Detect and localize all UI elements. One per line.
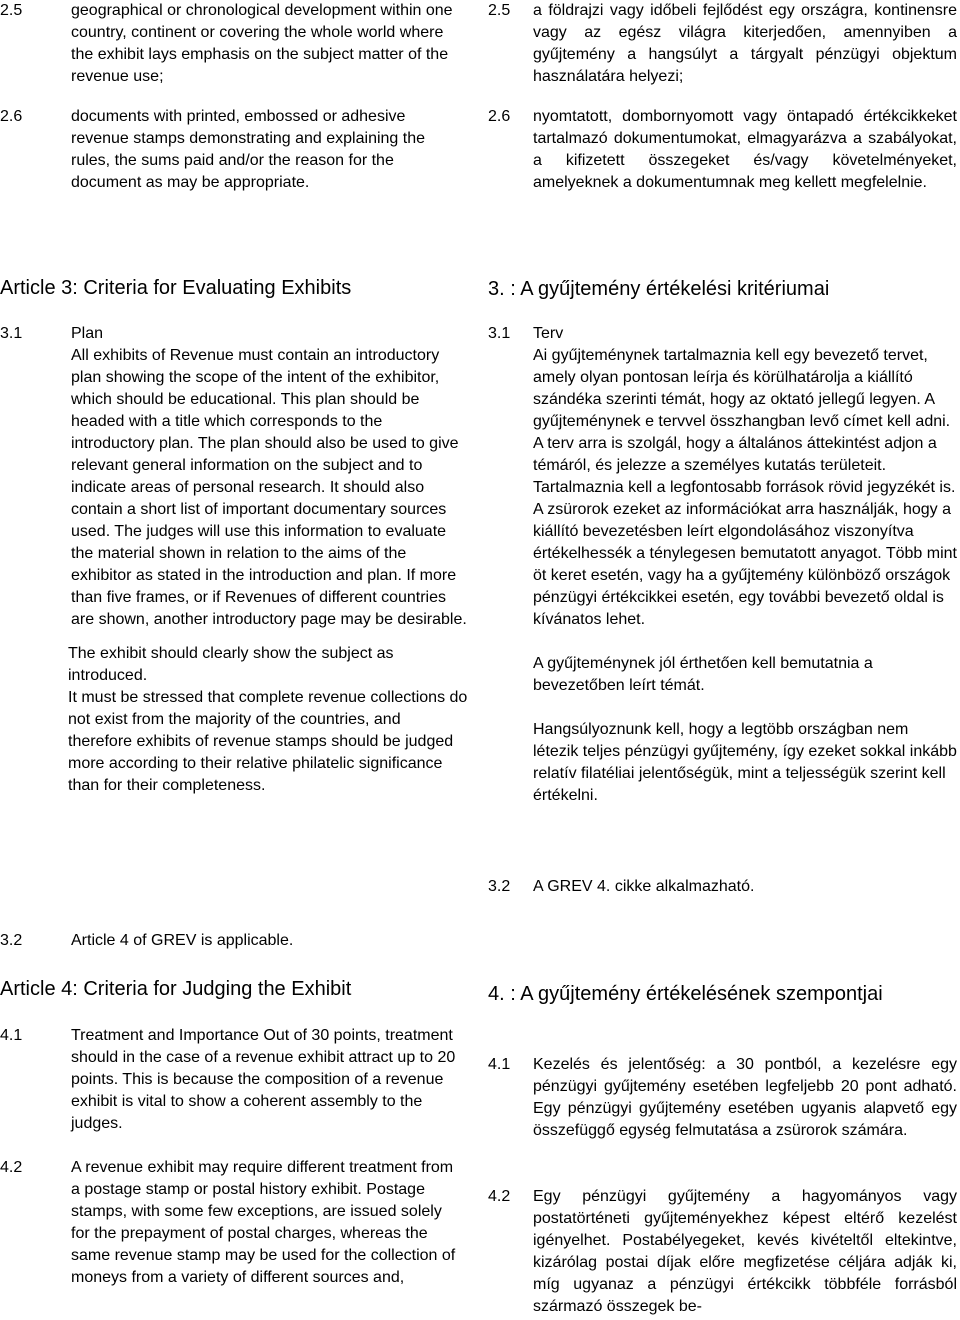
section-body (533, 323, 957, 807)
section-text: Treatment and Importance Out of 30 points, treatment should in the case of a revenue exhibit attract up to 20 points. This is because the composition of a revenue exhibit is vital to show a coherent assembly to the judges. (71, 1027, 456, 1132)
en-section-3-2 (0, 930, 470, 954)
hu-section-2-6 (488, 106, 958, 218)
en-section-4-2 (0, 1157, 470, 1317)
section-number: 2.5 (0, 2, 23, 19)
paragraph: A gyűjteménynek jól érthetően kell bemutatnia a bevezetőben leírt témát. (533, 655, 873, 694)
hu-section-3-1 (488, 323, 958, 863)
en-section-4-1 (0, 1025, 470, 1137)
paragraph: It must be stressed that complete revenue collections do not exist from the majority of the countries, and therefore exhibits of revenue stamps should be judged more according to their relative philatelic significance than for their completeness. (68, 689, 468, 794)
section-number: 2.6 (0, 108, 23, 125)
section-number: 2.5 (488, 2, 511, 19)
section-title: Terv (533, 325, 564, 342)
section-number: 4.1 (0, 1027, 23, 1044)
section-number: 3.2 (488, 878, 511, 895)
section-number: 3.1 (0, 325, 23, 342)
section-text: A revenue exhibit may require different treatment from a postage stamp or postal history exhibit. Postage stamps, with some few exceptions, are issued solely for the prepayment of postal charges, whereas the same revenue stamp may be used for the collection of moneys from a variety of different sources and, (71, 1159, 456, 1286)
hu-section-2-5 (488, 0, 958, 88)
section-number: 4.2 (488, 1188, 511, 1205)
section-text: A GREV 4. cikke alkalmazható. (533, 878, 755, 895)
section-number: 3.2 (0, 932, 23, 949)
section-title: Plan (71, 325, 104, 342)
section-number: 4.2 (0, 1159, 23, 1176)
paragraph: The exhibit should clearly show the subject as introduced. (68, 645, 394, 684)
en-section-2-6 (0, 106, 460, 218)
paragraph: All exhibits of Revenue must contain an introductory plan showing the scope of the intent of the exhibitor, which should be educational. This plan should be headed with a title which corresponds to the introductory plan. The plan should also be used to give relevant general information on the subject and to indicate areas of personal research. It should also contain a short list of important documentary sources used. The judges will use this information to evaluate the material shown in relation to the aims of the exhibitor as stated in the introduction and plan. If more than five frames, or if Revenues of different countries are shown, another introductory page may be desirable. (71, 347, 467, 628)
paragraph: Ai gyűjteménynek tartalmaznia kell egy bevezető tervet, amely olyan pontosan leírja és körülhatárolja a kiállító szándéka szerinti témát, hogy az oktató jellegű legyen. A gyűjteménynek e tervvel összhangban levő címet kell adni. A terv arra is szolgál, hogy a általános áttekintést adjon a témáról, és jelezze a személyes kutatás területeit. Tartalmaznia kell a legfontosabb források rövid jegyzékét is. A zsürorok ezeket az információkat arra használják, hogy a kiállító bevezetésben leírt elgondolásához viszonyítva értékelhessék a ténylegesen bemutatott anyagot. Több mint öt keret esetén, vagy ha a gyűjtemény különböző országok pénzügyi értékcikkei esetén, egy további bevezető oldal is kívánatos lehet. (533, 347, 957, 628)
section-body (68, 323, 468, 797)
article-4-heading: Article 4: Criteria for Judging the Exhibit (0, 978, 352, 1000)
section-number: 4.1 (488, 1056, 511, 1073)
section-text: Kezelés és jelentőség: a 30 pontból, a kezelésre egy pénzügyi gyűjtemény esetében legfeljebb 20 pont adható. Egy pénzügyi gyűjtemény esetében ugyanis alapvető egy összefüggő egység felmutatása a zsürorok számára. (533, 1056, 957, 1139)
hu-section-4-2 (488, 1186, 958, 1320)
article-4-heading: 4. : A gyűjtemény értékelésének szempontjai (488, 983, 883, 1005)
section-number: 3.1 (488, 325, 511, 342)
section-text: Article 4 of GREV is applicable. (71, 932, 294, 949)
section-text: nyomtatott, dombornyomott vagy öntapadó értékcikkeket tartalmazó dokumentumokat, elmagyarázva a szabályokat, a kifizetett összegeket és/vagy követelményeket, amelyeknek a dokumentumnak meg kellett megfelelnie. (533, 108, 957, 191)
section-number: 2.6 (488, 108, 511, 125)
paragraph: Hangsúlyoznunk kell, hogy a legtöbb országban nem létezik teljes pénzügyi gyűjtemény, így ezeket sokkal inkább relatív filatéliai jelentőségük, mint a teljességük szerint kell értékelni. (533, 721, 957, 804)
article-3-heading: Article 3: Criteria for Evaluating Exhibits (0, 277, 352, 299)
section-text: geographical or chronological development within one country, continent or covering the whole world where the exhibit lays emphasis on the subject matter of the revenue use; (71, 2, 453, 85)
en-section-2-5 (0, 0, 460, 88)
hu-section-4-1 (488, 1054, 958, 1166)
section-text: Egy pénzügyi gyűjtemény a hagyományos vagy postatörténeti gyűjteményekhez képest eltérő kezelést igényelhet. Postabélyegeket, kevés kivételtől eltekintve, kizárólag postai díjak előre megfizetése céljára adják ki, míg ugyanaz a pénzügyi értékcikk többféle forrásból származó összegek be- (533, 1188, 957, 1315)
article-3-heading: 3. : A gyűjtemény értékelési kritériumai (488, 278, 830, 300)
section-text: documents with printed, embossed or adhesive revenue stamps demonstrating and explaining the rules, the sums paid and/or the reason for the document as may be appropriate. (71, 108, 425, 191)
section-text: a földrajzi vagy időbeli fejlődést egy országra, kontinensre vagy az egész világra kiterjedően, amennyiben a gyűjtemény a hangsúlyt a tárgyalt pénzügyi objektum használatára helyezi; (533, 2, 957, 85)
hu-section-3-2 (488, 876, 958, 900)
en-section-3-1 (0, 323, 470, 893)
